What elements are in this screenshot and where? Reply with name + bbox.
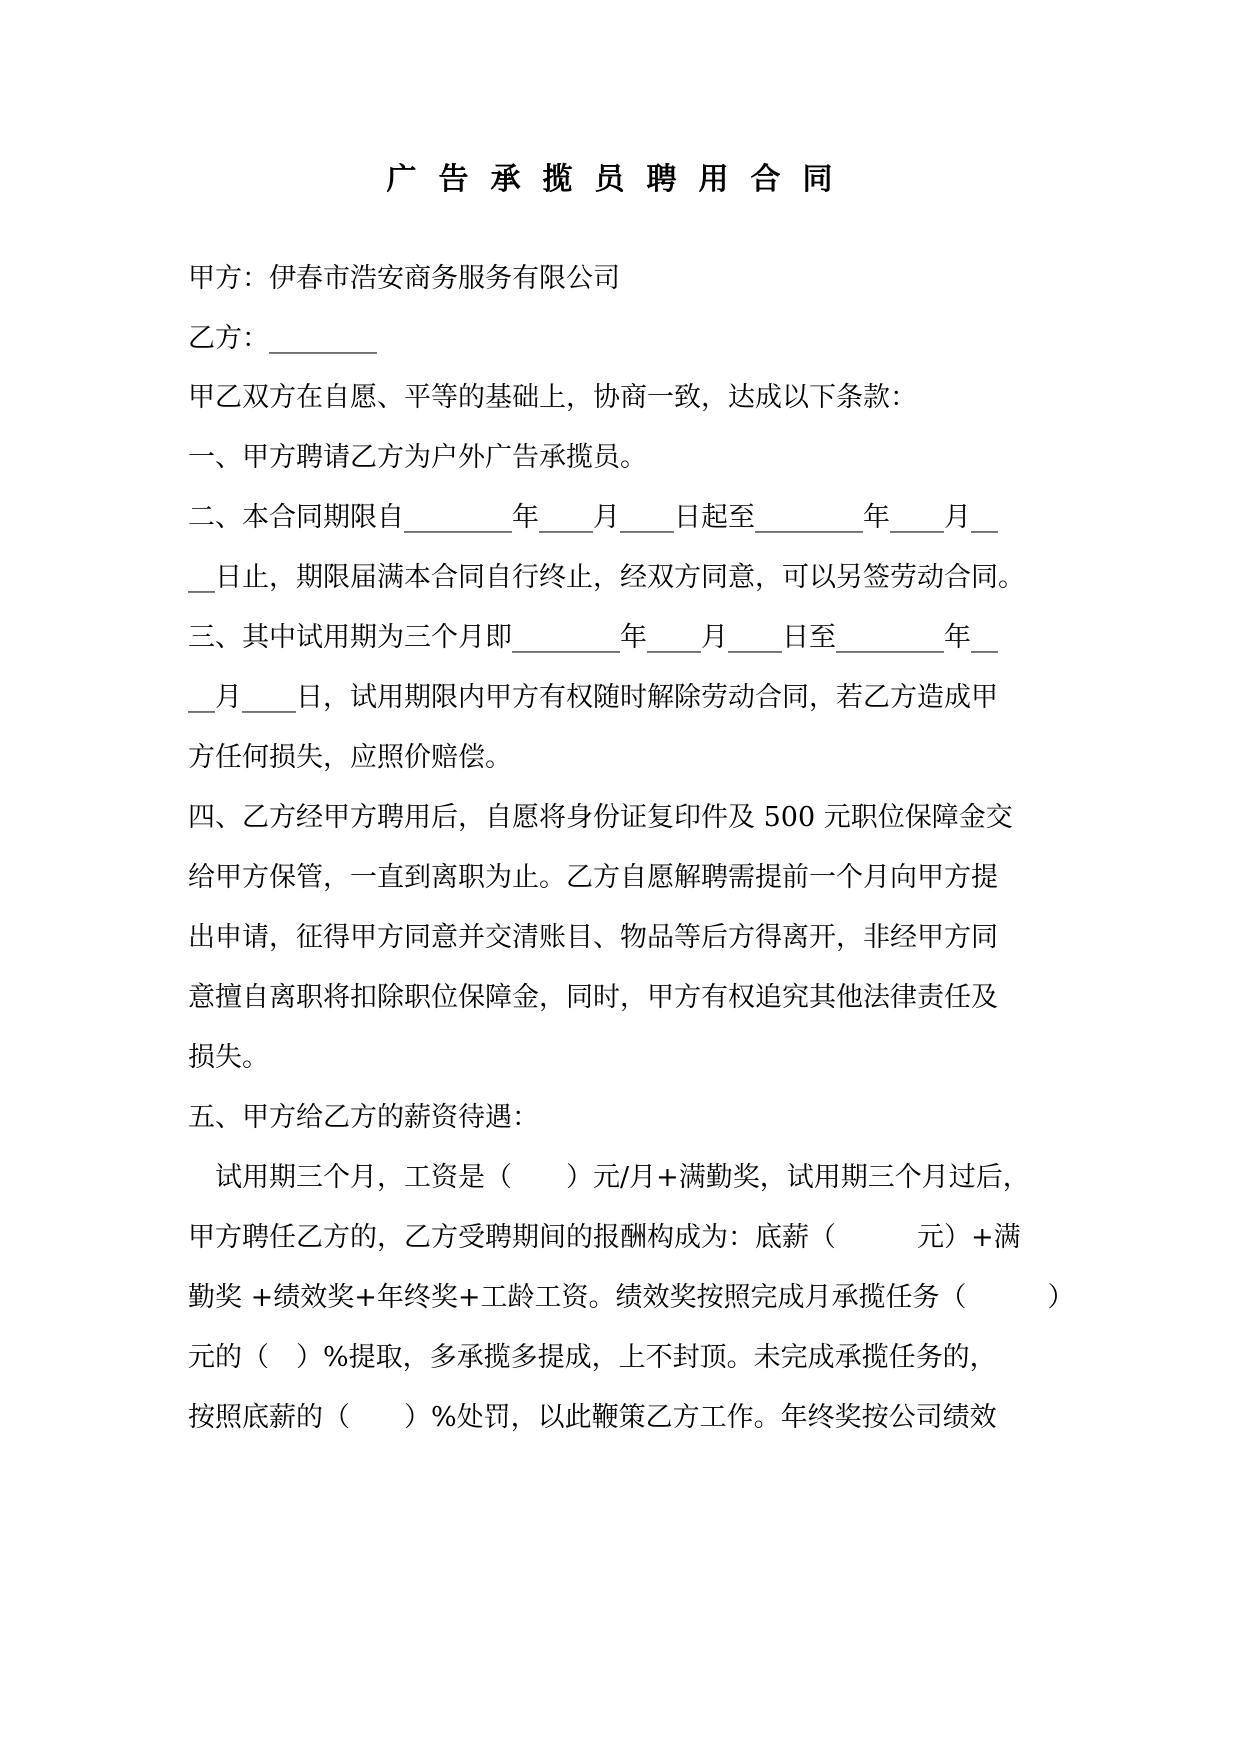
preamble-line: 甲乙双方在自愿、平等的基础上，协商一致，达成以下条款：: [188, 382, 917, 413]
clause-3-line-1: 三、其中试用期为三个月即________年____月____日至________年__: [188, 622, 998, 653]
clause-4-line-1: 四、乙方经甲方聘用后，自愿将身份证复印件及 500 元职位保障金交: [188, 802, 1013, 833]
clause-3-line-3: 方任何损失，应照价赔偿。: [188, 742, 512, 773]
clause-3-line-2: __月____日，试用期限内甲方有权随时解除劳动合同，若乙方造成甲: [188, 682, 998, 713]
clause-5-heading: 五、甲方给乙方的薪资待遇：: [188, 1102, 539, 1133]
party-b-line: 乙方：________: [188, 323, 377, 354]
clause-5-line-1: 试用期三个月，工资是（ ）元/月+满勤奖，试用期三个月过后，: [188, 1162, 1030, 1193]
contract-title: 广告承揽员聘用合同: [386, 162, 855, 197]
clause-4-line-5: 损失。: [188, 1042, 269, 1073]
clause-5-line-5: 按照底薪的（ ）%处罚，以此鞭策乙方工作。年终奖按公司绩效: [188, 1402, 997, 1433]
clause-5-line-3: 勤奖 +绩效奖+年终奖+工龄工资。绩效奖按照完成月承揽任务（ ）: [188, 1282, 1075, 1313]
clause-4-line-3: 出申请，征得甲方同意并交清账目、物品等后方得离开，非经甲方同: [188, 922, 998, 953]
clause-2-line-1: 二、本合同期限自________年____月____日起至________年____月__: [188, 502, 998, 533]
clause-4-line-4: 意擅自离职将扣除职位保障金，同时，甲方有权追究其他法律责任及: [188, 982, 998, 1013]
clause-4-line-2: 给甲方保管，一直到离职为止。乙方自愿解聘需提前一个月向甲方提: [188, 862, 998, 893]
clause-1-line: 一、甲方聘请乙方为户外广告承揽员。: [188, 442, 647, 473]
clause-2-line-2: __日止，期限届满本合同自行终止，经双方同意，可以另签劳动合同。: [188, 562, 1025, 593]
clause-5-line-2: 甲方聘任乙方的，乙方受聘期间的报酬构成为：底薪（ 元）+满: [188, 1222, 1021, 1253]
clause-5-line-4: 元的（ ）%提取，多承揽多提成，上不封顶。未完成承揽任务的，: [188, 1342, 997, 1373]
party-a-line: 甲方：伊春市浩安商务服务有限公司: [188, 263, 620, 294]
